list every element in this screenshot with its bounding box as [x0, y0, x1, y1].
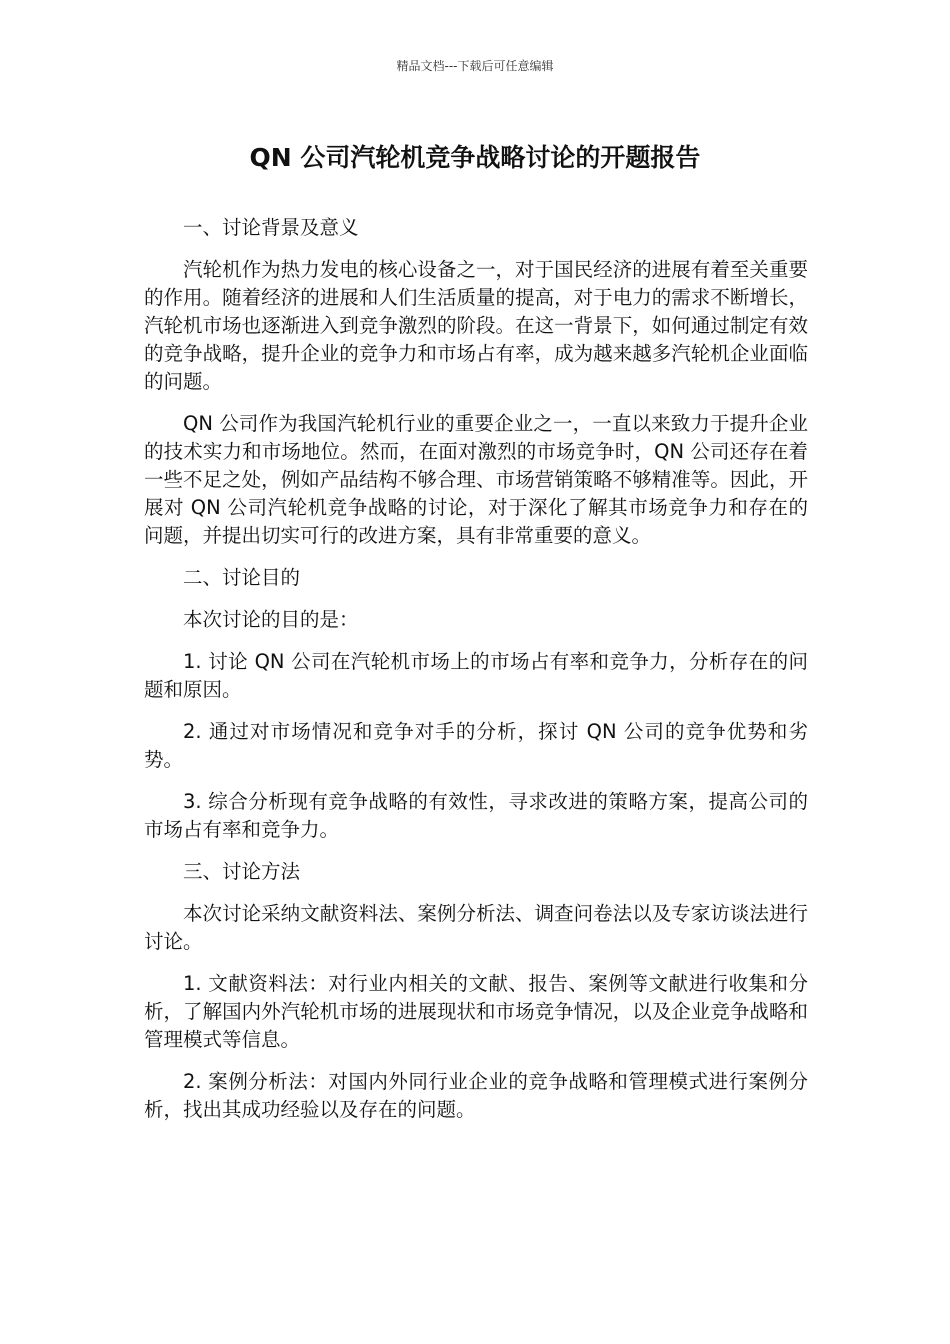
document-body	[144, 214, 808, 1138]
list-item-method-1: 1. 文献资料法：对行业内相关的文献、报告、案例等文献进行收集和分析，了解国内外汽轮机市场的进展现状和市场竞争情况，以及企业竞争战略和管理模式等信息。	[144, 972, 808, 1051]
paragraph-purpose-intro: 本次讨论的目的是：	[183, 608, 359, 631]
paragraph-background-2: QN 公司作为我国汽轮机行业的重要企业之一，一直以来致力于提升企业的技术实力和市场地位。然而，在面对激烈的市场竞争时，QN 公司还存在着一些不足之处，例如产品结构不够合理、市场营销策略不够精准等。因此，开展对 QN 公司汽轮机竞争战略的讨论，对于深化了解其市场竞争力和存在的问题，并提出切实可行的改进方案，具有非常重要的意义。	[144, 412, 808, 547]
list-item-purpose-2: 2. 通过对市场情况和竞争对手的分析，探讨 QN 公司的竞争优势和劣势。	[144, 720, 808, 771]
list-item-purpose-1: 1. 讨论 QN 公司在汽轮机市场上的市场占有率和竞争力，分析存在的问题和原因。	[144, 650, 808, 701]
section-heading-purpose: 二、讨论目的	[183, 566, 301, 589]
section-heading-method: 三、讨论方法	[183, 860, 301, 883]
list-item-method-2: 2. 案例分析法：对国内外同行业企业的竞争战略和管理模式进行案例分析，找出其成功经验以及存在的问题。	[144, 1070, 808, 1121]
section-heading-background: 一、讨论背景及意义	[183, 216, 359, 239]
list-item-purpose-3: 3. 综合分析现有竞争战略的有效性，寻求改进的策略方案，提高公司的市场占有率和竞争力。	[144, 790, 808, 841]
page-header: 精品文档---下载后可任意编辑	[396, 59, 554, 73]
paragraph-background-1: 汽轮机作为热力发电的核心设备之一，对于国民经济的进展有着至关重要的作用。随着经济的进展和人们生活质量的提高，对于电力的需求不断增长，汽轮机市场也逐渐进入到竞争激烈的阶段。在这一背景下，如何通过制定有效的竞争战略，提升企业的竞争力和市场占有率，成为越来越多汽轮机企业面临的问题。	[144, 258, 808, 393]
paragraph-method-intro: 本次讨论采纳文献资料法、案例分析法、调查问卷法以及专家访谈法进行讨论。	[144, 902, 808, 953]
document-title: QN 公司汽轮机竞争战略讨论的开题报告	[249, 143, 701, 172]
